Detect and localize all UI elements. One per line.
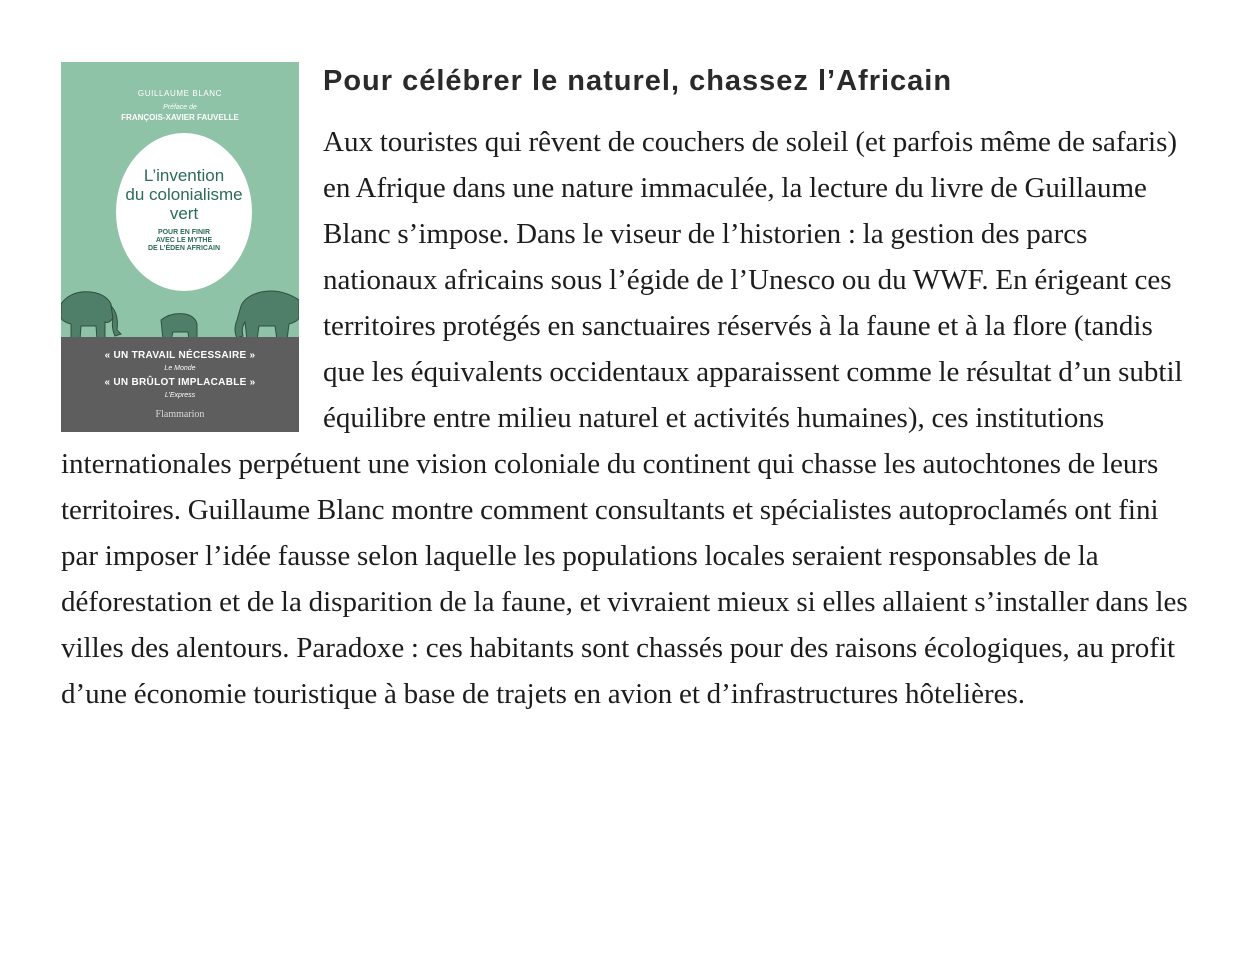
cover-preface-label: Préface de <box>163 104 197 111</box>
cover-title-circle <box>116 133 252 291</box>
elephants-illustration <box>61 284 299 344</box>
book-cover-image <box>61 62 299 432</box>
cover-author: GUILLAUME BLANC <box>137 89 223 98</box>
cover-title: L’invention du colonialisme vert <box>125 166 243 223</box>
article-headline: Pour célébrer le naturel, chassez l’Africain <box>323 65 953 97</box>
cover-quote-2: « UN BRÛLOT IMPLACABLE » <box>104 377 256 388</box>
cover-quote-2-source: L’Express <box>164 392 196 399</box>
cover-subtitle: POUR EN FINIR AVEC LE MYTHE DE L’ÉDEN AFRICAIN <box>147 229 221 252</box>
cover-preface-author: FRANÇOIS-XAVIER FAUVELLE <box>121 113 239 122</box>
cover-publisher: Flammarion <box>155 409 205 420</box>
cover-quote-1-source: Le Monde <box>164 365 196 372</box>
article-body: Aux touristes qui rêvent de couchers de soleil (et parfois même de safaris) en Afrique dans une nature immaculée, la lecture du livre de Guillaume Blanc s’impose. Dans le viseur de l’historien : la gestion des parcs nationaux africains sous l’égide de l’Unesco ou du WWF. En érigeant ces territoires protégés en sanctuaires réservés à la faune et à la flore (tandis que les équivalents occidentaux apparaissent comme le résultat d’un subtil équilibre entre milieu naturel et activités humaines), ces institutions internationales perpétuent une vision coloniale du continent qui chasse les autochtones de leurs territoires. Guillaume Blanc montre comment consultants et spécialistes autoproclamés ont fini par imposer l’idée fausse selon laquelle les populations locales seraient responsables de la déforestation et de la disparition de la faune, et vivraient mieux si elles allaient s’installer dans les villes des alentours. Paradoxe : ces habitants sont chassés pour des raisons écologiques, au profit d’une économie touristique à base de trajets en avion et d’infrastructures hôtelières. <box>61 126 1188 710</box>
cover-quote-1: « UN TRAVAIL NÉCESSAIRE » <box>104 350 256 361</box>
book-review <box>61 58 1201 717</box>
cover-quote-band <box>61 337 299 432</box>
